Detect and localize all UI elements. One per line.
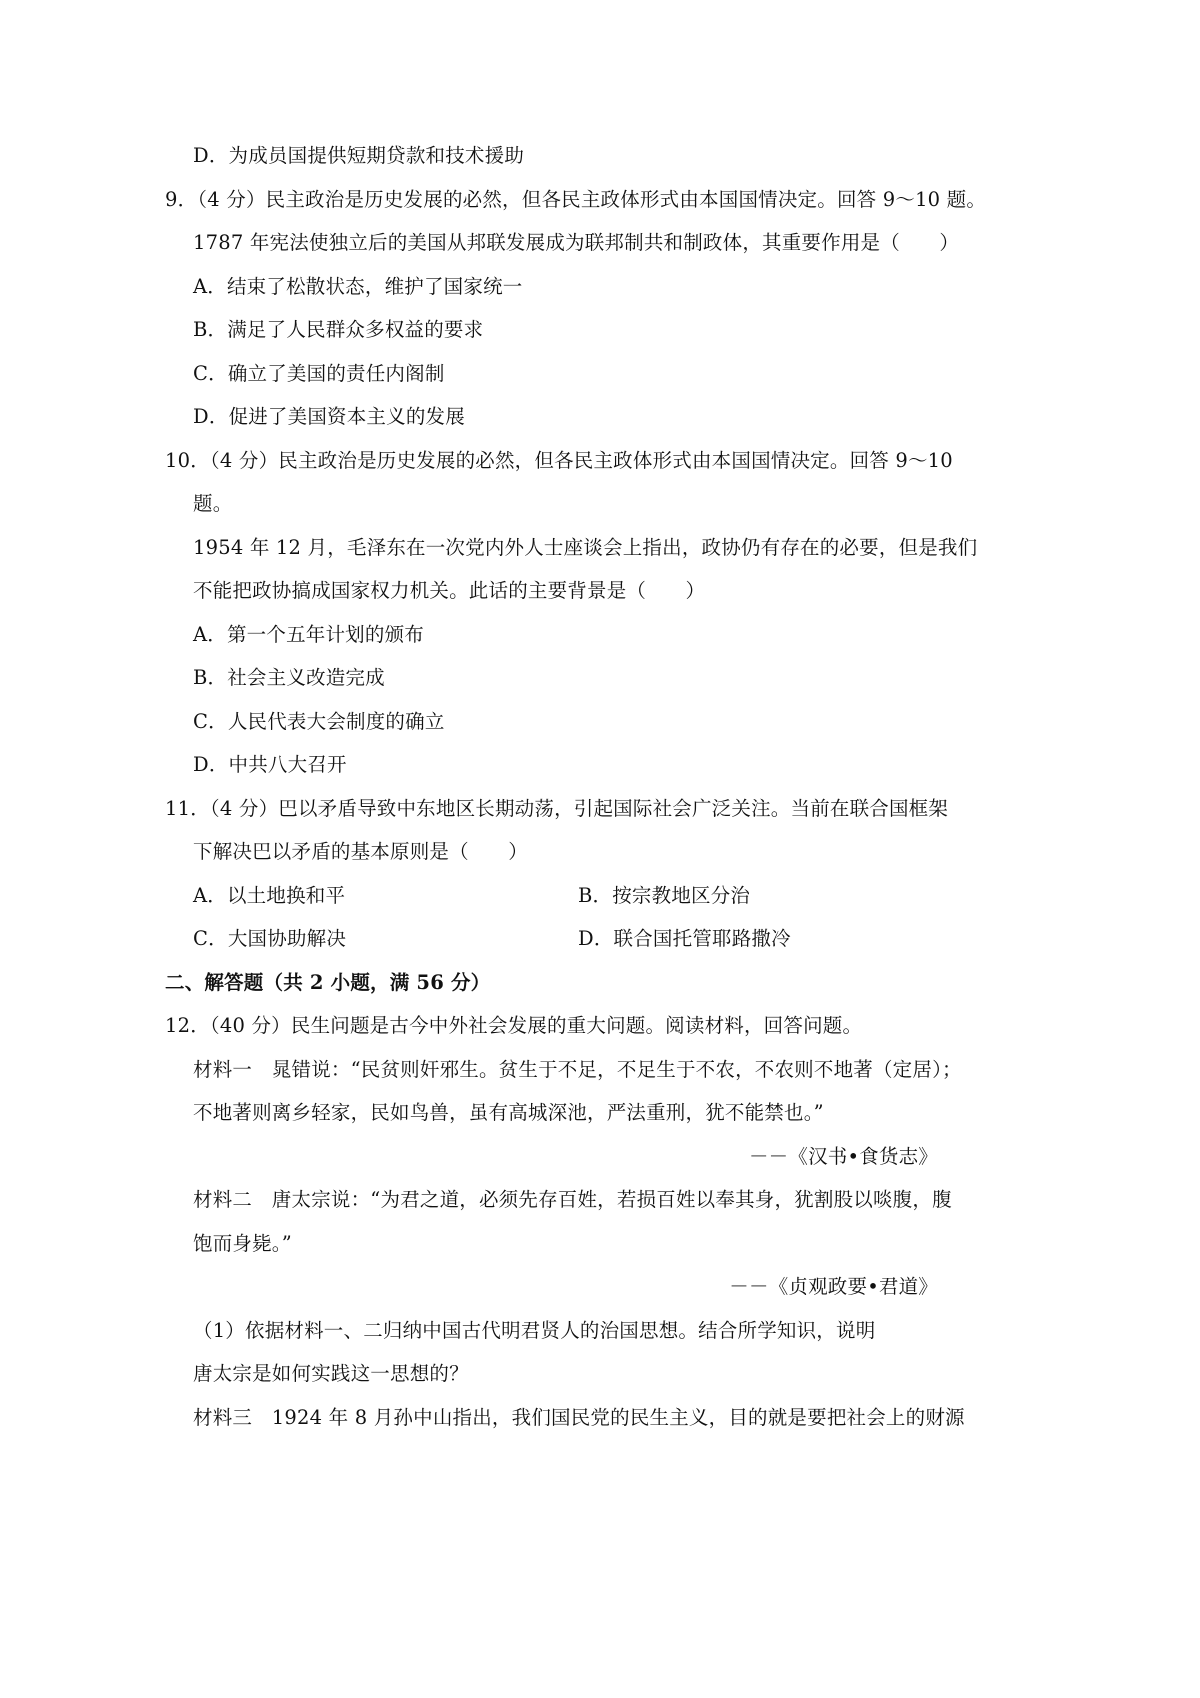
- q12-material2-source: －－《贞观政要•君道》: [729, 1275, 938, 1298]
- q12-material1-line1: 材料一 晁错说：“民贫则奸邪生。贫生于不足，不足生于不农，不农则不地著（定居）；: [193, 1058, 962, 1081]
- q8-option-d: D．为成员国提供短期贷款和技术援助: [193, 144, 525, 167]
- q11-option-d: D．联合国托管耶路撒冷: [578, 927, 791, 950]
- q12-material2-line1: 材料二 唐太宗说：“为君之道，必须先存百姓，若损百姓以奉其身，犹割股以啖腹，腹: [193, 1188, 952, 1211]
- q10-option-b: B．社会主义改造完成: [193, 666, 385, 689]
- q11-stem-line2: 下解决巴以矛盾的基本原则是（ ）: [193, 840, 528, 863]
- q10-stem-line4: 不能把政协搞成国家权力机关。此话的主要背景是（ ）: [193, 579, 706, 602]
- q9-option-a: A．结束了松散状态，维护了国家统一: [193, 275, 523, 298]
- q11-option-a: A．以土地换和平: [193, 884, 346, 907]
- q12-question1-line2: 唐太宗是如何实践这一思想的？: [193, 1362, 469, 1385]
- q10-option-d: D．中共八大召开: [193, 753, 347, 776]
- q10-stem-line3: 1954 年 12 月，毛泽东在一次党内外人士座谈会上指出，政协仍有存在的必要，但是我们: [193, 536, 978, 559]
- q11-stem-line1: 11．（4 分）巴以矛盾导致中东地区长期动荡，引起国际社会广泛关注。当前在联合国框架: [165, 797, 949, 820]
- q9-stem-line1: 9．（4 分）民主政治是历史发展的必然，但各民主政体形式由本国国情决定。回答 9～10 题。: [165, 188, 987, 211]
- q10-option-a: A．第一个五年计划的颁布: [193, 623, 424, 646]
- q9-option-d: D．促进了美国资本主义的发展: [193, 405, 465, 428]
- section2-heading: 二、解答题（共 2 小题，满 56 分）: [165, 971, 491, 994]
- q9-option-b: B．满足了人民群众多权益的要求: [193, 318, 484, 341]
- q12-material1-line2: 不地著则离乡轻家，民如鸟兽，虽有高城深池，严法重刑，犹不能禁也。”: [193, 1101, 824, 1124]
- q12-material1-source: －－《汉书•食货志》: [748, 1145, 938, 1168]
- q11-option-c: C．大国协助解决: [193, 927, 347, 950]
- q11-option-b: B．按宗教地区分治: [578, 884, 751, 907]
- q12-question1-line1: （1）依据材料一、二归纳中国古代明君贤人的治国思想。结合所学知识，说明: [193, 1319, 876, 1342]
- q9-stem-line2: 1787 年宪法使独立后的美国从邦联发展成为联邦制共和制政体，其重要作用是（ ）: [193, 231, 960, 254]
- q12-material3-line1: 材料三 1924 年 8 月孙中山指出，我们国民党的民生主义，目的就是要把社会上的财源: [193, 1406, 965, 1429]
- q12-material2-line2: 饱而身毙。”: [193, 1232, 292, 1255]
- q10-option-c: C．人民代表大会制度的确立: [193, 710, 445, 733]
- q10-stem-line2: 题。: [193, 492, 233, 515]
- q9-option-c: C．确立了美国的责任内阁制: [193, 362, 445, 385]
- q12-stem: 12．（40 分）民生问题是古今中外社会发展的重大问题。阅读材料，回答问题。: [165, 1014, 863, 1037]
- q10-stem-line1: 10．（4 分）民主政治是历史发展的必然，但各民主政体形式由本国国情决定。回答 9～10: [165, 449, 953, 472]
